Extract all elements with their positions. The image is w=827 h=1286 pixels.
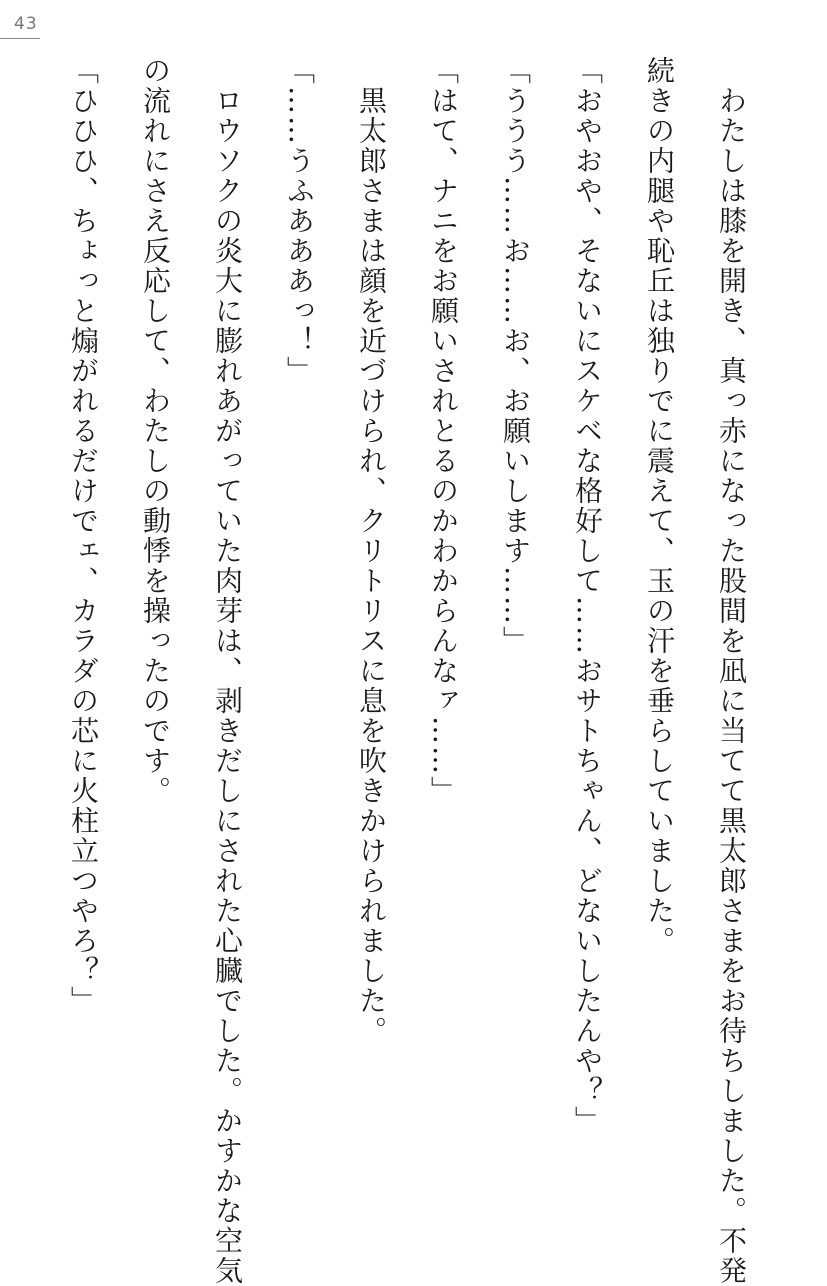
paragraph-dialogue-2: 「ううう……お……お、お願いします……」	[499, 56, 532, 656]
paragraph-narration-2: 黒太郎さまは顔を近づけられ、クリトリスに息を吹きかけられました。	[355, 56, 388, 1046]
paragraph-dialogue-3: 「はて、ナニをお願いされとるのかわからんなァ……」	[427, 56, 460, 806]
page-number: 43	[14, 14, 38, 34]
page-number-rule	[0, 38, 40, 39]
paragraph-dialogue-1: 「おやおや、そないにスケベな格好して……おサトちゃん、どないしたんや？」	[571, 56, 604, 1136]
vertical-text-body	[47, 56, 767, 1286]
paragraph-dialogue-4: 「……うふあああっ！」	[283, 56, 316, 386]
paragraph-narration-3: ロウソクの炎大に膨れあがっていた肉芽は、剥きだしにされた心臓でした。かすかな空気 の流れにさえ反応して、わたしの動悸を操ったのです。	[139, 56, 244, 1286]
paragraph-narration-1: わたしは膝を開き、真っ赤になった股間を凪に当てて黒太郎さまをお待ちしました。不発 続きの内腿や恥丘は独りでに震えて、玉の汗を垂らしていました。	[643, 56, 748, 1286]
paragraph-dialogue-5: 「ひひひ、ちょっと煽がれるだけでェ、カラダの芯に火柱立つやろ？」	[67, 56, 100, 1016]
